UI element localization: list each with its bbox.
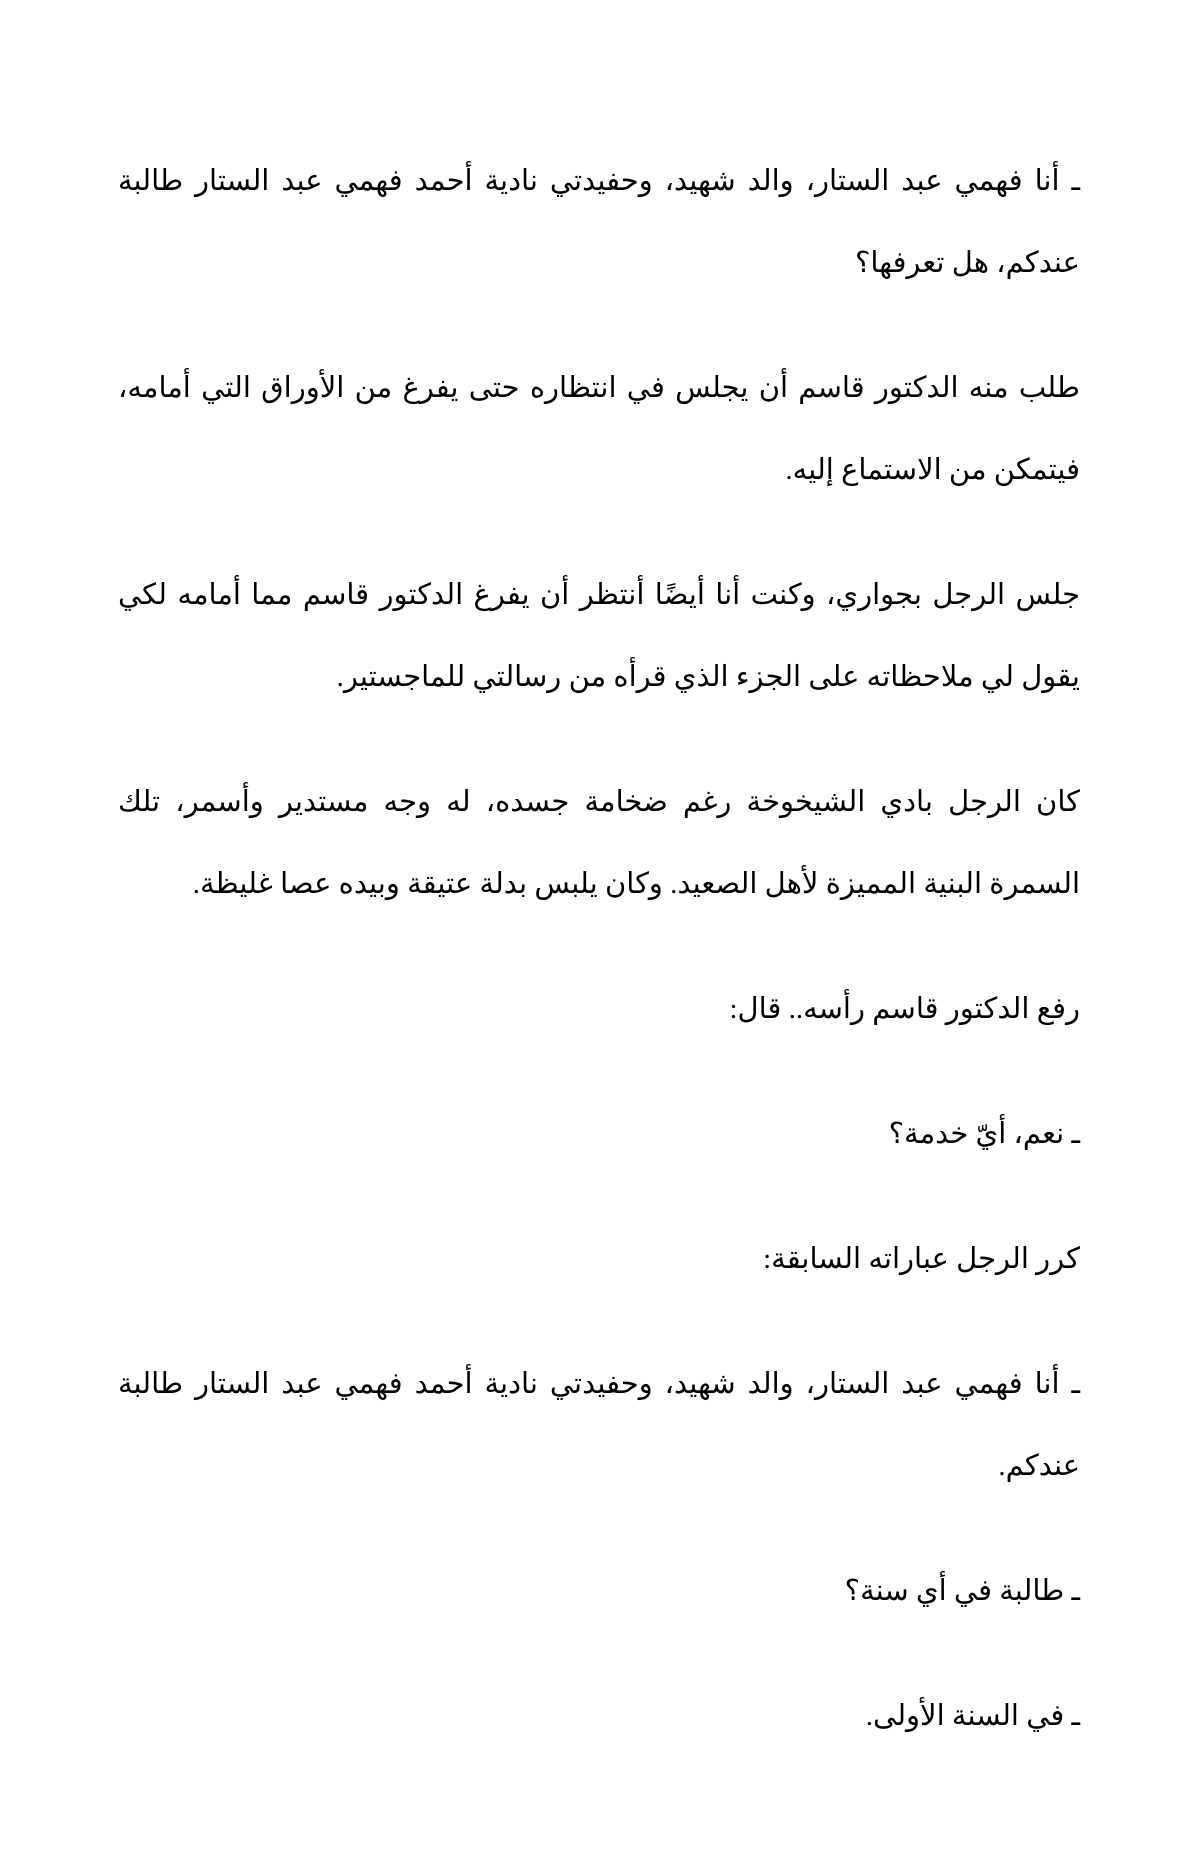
paragraph-2: طلب منه الدكتور قاسم أن يجلس في انتظاره حتى يفرغ من الأوراق التي أمامه، فيتمكن من الاستماع إليه.	[118, 372, 1080, 486]
paragraph-8: ـ أنا فهمي عبد الستار، والد شهيد، وحفيدتي نادية أحمد فهمي عبد الستار طالبة عندكم.	[118, 1368, 1080, 1482]
paragraph-9: ـ طالبة في أي سنة؟	[844, 1575, 1080, 1607]
paragraph-10: ـ في السنة الأولى.	[865, 1700, 1080, 1732]
paragraph-6: ـ نعم، أيّ خدمة؟	[888, 1118, 1080, 1150]
paragraph-7: كرر الرجل عباراته السابقة:	[763, 1243, 1080, 1275]
paragraph-5: رفع الدكتور قاسم رأسه.. قال:	[729, 993, 1080, 1025]
paragraph-3: جلس الرجل بجواري، وكنت أنا أيضًا أنتظر أن يفرغ الدكتور قاسم مما أمامه لكي يقول لي ملاحظاته على الجزء الذي قرأه من رسالتي للماجستير.	[118, 579, 1080, 693]
paragraph-1: ـ أنا فهمي عبد الستار، والد شهيد، وحفيدتي نادية أحمد فهمي عبد الستار طالبة عندكم، هل تعرفها؟	[118, 165, 1080, 279]
document-page	[118, 140, 1080, 1800]
paragraph-4: كان الرجل بادي الشيخوخة رغم ضخامة جسده، له وجه مستدير وأسمر، تلك السمرة البنية المميزة لأهل الصعيد. وكان يلبس بدلة عتيقة وبيده عصا غليظة.	[118, 786, 1080, 900]
